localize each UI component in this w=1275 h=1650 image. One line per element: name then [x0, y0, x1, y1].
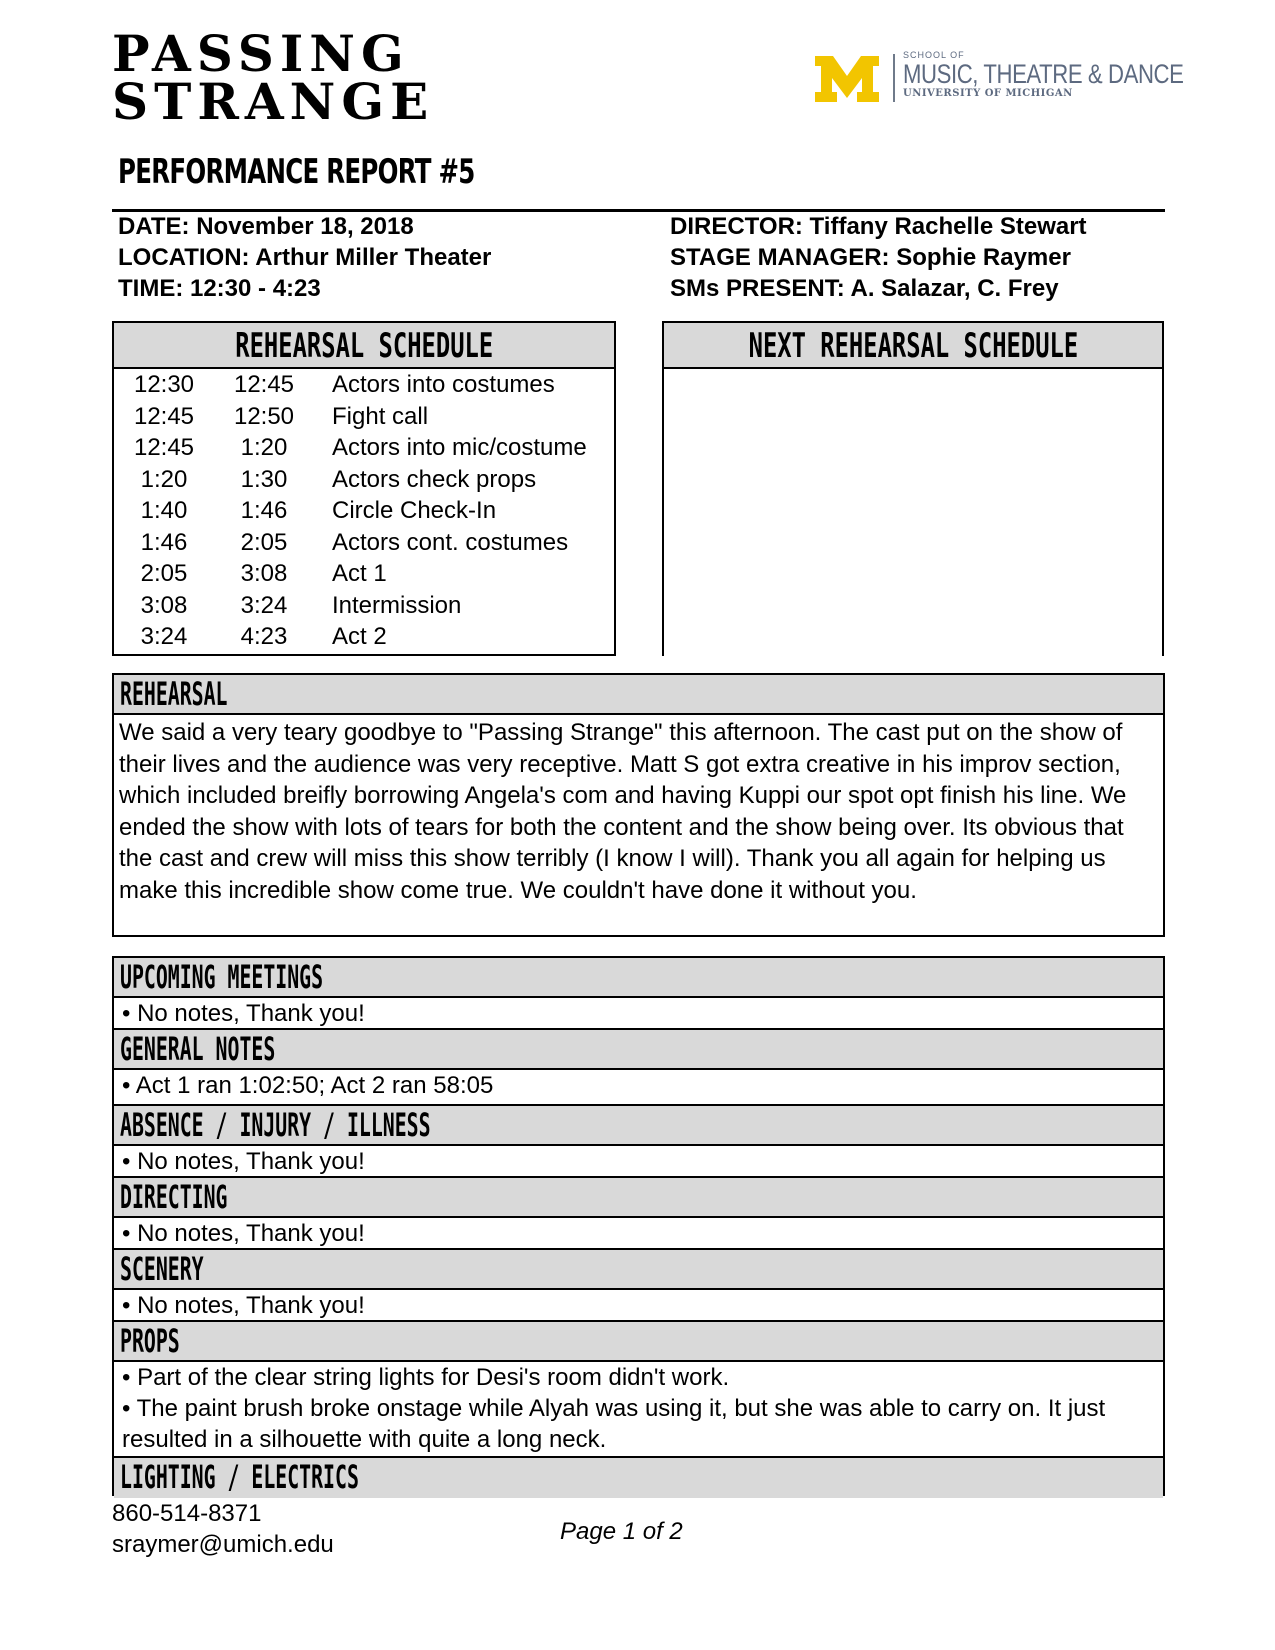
logo-university: UNIVERSITY OF MICHIGAN: [903, 88, 1073, 99]
rehearsal-schedule-box: [112, 321, 616, 656]
show-title-line-1: PASSING: [112, 24, 410, 83]
next-rehearsal-schedule-heading: NEXT REHEARSAL SCHEDULE: [664, 323, 1162, 369]
schedule-item: Intermission: [332, 591, 462, 619]
schedule-start-time: 1:46: [140, 528, 188, 556]
schedule-start-time: 3:24: [140, 623, 188, 650]
schedule-row: [114, 558, 587, 590]
schedule-start-time: 12:45: [133, 402, 195, 430]
upcoming-meetings-heading: UPCOMING MEETINGS: [114, 958, 1163, 998]
logo-school-name: MUSIC, THEATRE & DANCE: [903, 59, 1184, 89]
schedule-row: [114, 621, 587, 653]
scenery-note: • No notes, Thank you!: [114, 1290, 1163, 1322]
scenery-heading: SCENERY: [114, 1250, 1163, 1290]
directing-heading: DIRECTING: [114, 1178, 1163, 1218]
props-note-1: • Part of the clear string lights for Desi's room didn't work.: [122, 1364, 730, 1391]
schedule-row: [114, 401, 587, 433]
rehearsal-notes-box: [112, 673, 1165, 937]
schedule-item: Fight call: [332, 402, 429, 430]
footer-contact: [112, 1467, 334, 1560]
logo-text: [903, 50, 1245, 99]
schedule-item: Act 1: [332, 560, 387, 587]
schedule-end-time: 4:23: [240, 623, 288, 650]
upcoming-meetings-note: • No notes, Thank you!: [114, 998, 1163, 1030]
schedule-end-time: 12:50: [233, 402, 295, 430]
schedule-end-time: 1:46: [240, 497, 288, 524]
general-notes-note: • Act 1 ran 1:02:50; Act 2 ran 58:05: [114, 1070, 1163, 1106]
schedule-end-time: 3:24: [240, 591, 288, 619]
report-title: PERFORMANCE REPORT #5: [118, 152, 475, 192]
props-notes: [114, 1362, 1163, 1458]
location: LOCATION: Arthur Miller Theater: [118, 244, 492, 271]
schedule-item: Act 2: [332, 623, 387, 650]
schedule-start-time: 2:05: [140, 560, 188, 587]
logo-divider: [893, 54, 895, 102]
rehearsal-heading: REHEARSAL: [114, 675, 1163, 715]
directing-note: • No notes, Thank you!: [114, 1218, 1163, 1250]
schedule-start-time: 1:40: [140, 497, 188, 524]
stage-manager: STAGE MANAGER: Sophie Raymer: [670, 244, 1071, 271]
footer-email[interactable]: sraymer@umich.edu: [112, 1531, 334, 1558]
props-note-2: • The paint brush broke onstage while Alyah was using it, but she was able to carry on. It just resulted in a silhouette with quite a long neck.: [122, 1395, 1106, 1453]
schedule-row: [114, 432, 587, 464]
show-title: [112, 24, 435, 131]
general-notes-heading: GENERAL NOTES: [114, 1030, 1163, 1070]
schedule-row: [114, 590, 587, 622]
block-m-icon: [815, 56, 879, 102]
rehearsal-text: We said a very teary goodbye to "Passing Strange" this afternoon. The cast put on the show of their lives and the audience was very receptive. Matt S got extra creative in his improv section, which included breifly borrowing Angela's com and having Kuppi our spot opt finish his line. We ended the show with lots of tears for both the content and the show being over. Its obvious that the cast and crew will miss this show terribly (I know I will). Thank you all again for helping us make this incredible show come true. We couldn't have done it without you.: [119, 719, 1127, 904]
department-notes-box: [112, 956, 1165, 1496]
director: DIRECTOR: Tiffany Rachelle Stewart: [670, 213, 1087, 240]
props-heading: PROPS: [114, 1322, 1163, 1362]
schedule-end-time: 3:08: [240, 560, 288, 587]
info-left: [118, 211, 491, 304]
time: TIME: 12:30 - 4:23: [118, 275, 321, 302]
rehearsal-schedule-heading: REHEARSAL SCHEDULE: [114, 323, 614, 369]
schedule-start-time: 1:20: [140, 465, 188, 493]
schedule-row: [114, 369, 587, 401]
schedule-start-time: 12:45: [133, 434, 195, 461]
schedule-item: Actors into costumes: [332, 371, 555, 398]
next-rehearsal-schedule-box: [662, 321, 1164, 656]
schedule-item: Actors into mic/costume: [332, 434, 587, 461]
date: DATE: November 18, 2018: [118, 213, 414, 240]
schedule-end-time: 1:20: [240, 434, 288, 461]
schedule-end-time: 12:45: [233, 371, 295, 398]
schedule-row: [114, 495, 587, 527]
schedule-row: [114, 464, 587, 496]
schedule-end-time: 2:05: [240, 528, 288, 556]
schedule-start-time: 3:08: [140, 591, 188, 619]
schedule-item: Circle Check-In: [332, 497, 497, 524]
schedule-item: Actors cont. costumes: [332, 528, 569, 556]
footer-phone: 860-514-8371: [112, 1500, 262, 1527]
page-number: Page 1 of 2: [560, 1518, 683, 1545]
schedule-end-time: 1:30: [240, 465, 288, 493]
absence-note: • No notes, Thank you!: [114, 1146, 1163, 1178]
sms-present: SMs PRESENT: A. Salazar, C. Frey: [670, 275, 1059, 302]
schedule-row: [114, 527, 587, 559]
schedule-item: Actors check props: [332, 465, 537, 493]
info-right: [670, 211, 1087, 304]
show-title-line-2: STRANGE: [112, 72, 435, 131]
schedule-table: [114, 369, 587, 653]
absence-heading: ABSENCE / INJURY / ILLNESS: [114, 1106, 1163, 1146]
schedule-start-time: 12:30: [133, 371, 195, 398]
lighting-heading: LIGHTING / ELECTRICS: [114, 1458, 1163, 1498]
logo-school-of: SCHOOL OF: [903, 50, 965, 60]
